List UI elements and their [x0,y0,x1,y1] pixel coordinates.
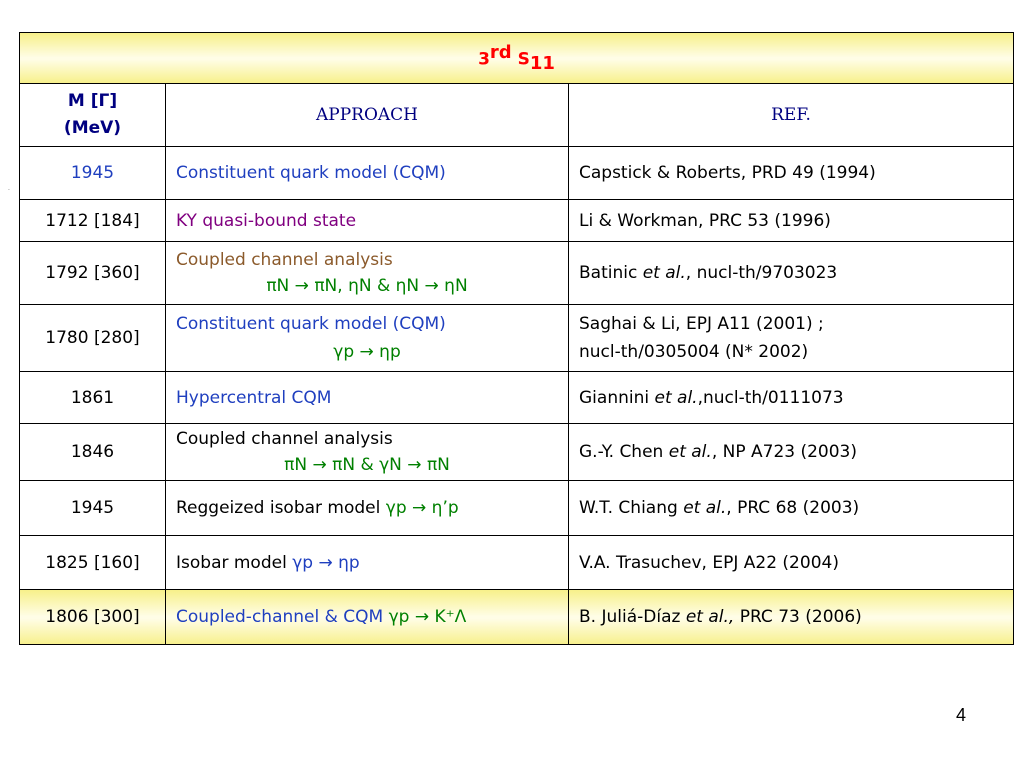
ref-source: PRC 73 (2006) [734,607,862,627]
ref-etal: et al., [685,607,735,627]
ref-cell [569,424,1014,481]
ref-author: G.-Y. Chen [579,442,669,462]
approach-cell: Hypercentral CQM [166,372,569,424]
approach-cell [166,305,569,372]
approach-cell [166,424,569,481]
ref-cell [569,481,1014,536]
page-number: 4 [955,705,966,725]
header-approach: APPROACH [166,84,569,147]
ref-cell: V.A. Trasuchev, EPJ A22 (2004) [569,536,1014,590]
table-row [20,481,1014,536]
table-row [20,147,1014,200]
header-row [20,84,1014,147]
ref-etal: et al. [642,263,686,283]
mass-cell: 1780 [280] [20,305,166,372]
reaction-text: γp → ηp [292,552,360,573]
mass-cell: 1806 [300] [20,590,166,645]
ref-source: , nucl-th/9703023 [685,263,838,283]
ref-cell [569,372,1014,424]
ref-line1: Saghai & Li, EPJ A11 (2001) ; [579,314,824,334]
approach-text: Constituent quark model (CQM) [176,314,446,334]
approach-text: Coupled channel analysis [176,250,393,270]
ref-author: Batinic [579,263,643,283]
title-number: 3 [478,49,490,70]
title-letter: S [517,49,530,70]
approach-cell: Constituent quark model (CQM) [166,147,569,200]
mass-cell: 1945 [20,147,166,200]
title-sub: 11 [529,53,555,75]
approach-text: Coupled channel analysis [176,429,393,449]
approach-text: Isobar model [176,552,293,573]
approach-text: Reggeized isobar model [176,498,386,518]
table-row [20,305,1014,372]
table-row [20,536,1014,590]
table-title [20,33,1014,84]
title-row [20,33,1014,84]
ref-cell [569,590,1014,645]
header-mass-line1: M [Γ] [67,91,118,111]
reaction-text: γp → K⁺Λ [388,607,467,627]
title-sup: rd [489,41,512,63]
side-dot: . [8,185,10,192]
ref-cell [569,305,1014,372]
mass-cell: 1825 [160] [20,536,166,590]
mass-cell: 1861 [20,372,166,424]
approach-cell [166,590,569,645]
mass-cell: 1945 [20,481,166,536]
header-mass-line2: (MeV) [63,118,122,138]
approach-text: Coupled-channel & CQM [176,607,389,627]
approach-cell: KY quasi-bound state [166,200,569,242]
table-row [20,200,1014,242]
table-row [20,424,1014,481]
ref-source: , PRC 68 (2003) [726,498,860,518]
ref-line2: nucl-th/0305004 (N* 2002) [579,342,809,362]
table-row [20,372,1014,424]
reaction-text: πN → πN & γN → πN [284,455,450,475]
ref-author: Giannini [579,387,655,408]
mass-cell: 1846 [20,424,166,481]
ref-author: W.T. Chiang [579,498,684,518]
mass-cell: 1792 [360] [20,242,166,305]
ref-cell: Li & Workman, PRC 53 (1996) [569,200,1014,242]
approach-cell [166,536,569,590]
approach-cell [166,242,569,305]
reaction-text: γp → η’p [385,498,459,518]
mass-cell: 1712 [184] [20,200,166,242]
ref-source: ,nucl-th/0111073 [697,387,844,408]
ref-cell [569,242,1014,305]
ref-source: , NP A723 (2003) [711,442,858,462]
header-mass [20,84,166,147]
ref-etal: et al. [668,442,712,462]
table-row [20,242,1014,305]
ref-etal: et al. [654,387,698,408]
ref-etal: et al. [683,498,727,518]
table-row [20,590,1014,645]
reaction-text: πN → πN, ηN & ηN → ηN [266,276,468,296]
approach-cell [166,481,569,536]
resonance-table [19,32,1014,645]
header-ref: REF. [569,84,1014,147]
reaction-text: γp → ηp [333,342,401,362]
ref-cell: Capstick & Roberts, PRD 49 (1994) [569,147,1014,200]
ref-author: B. Juliá-Díaz [579,607,686,627]
